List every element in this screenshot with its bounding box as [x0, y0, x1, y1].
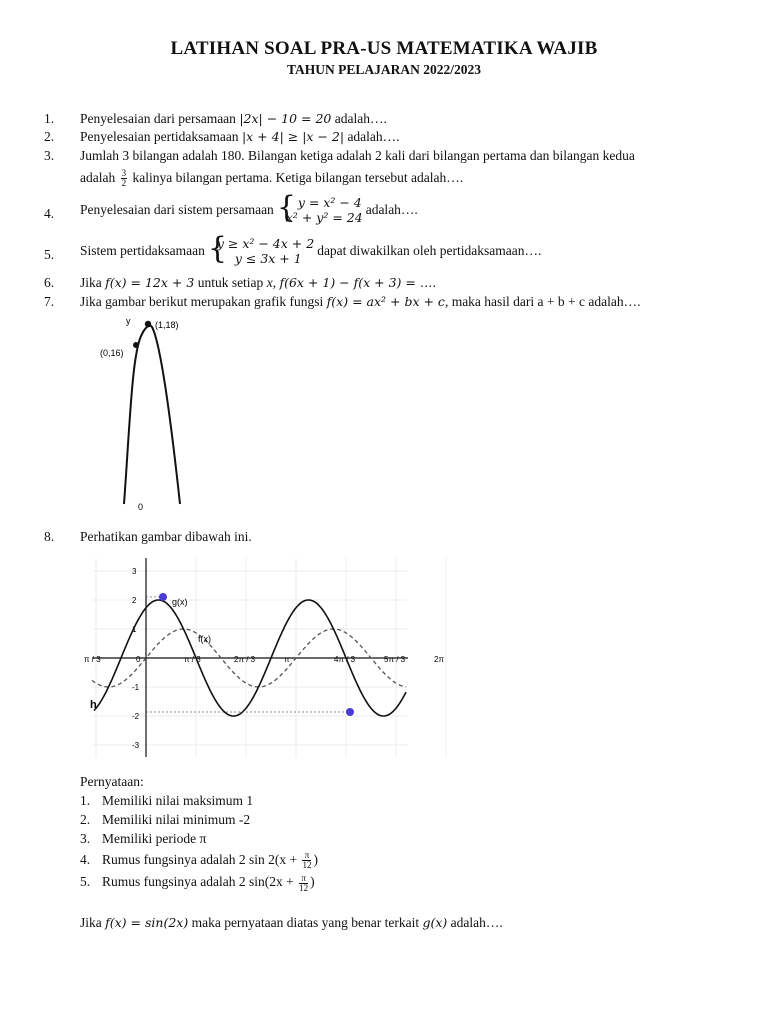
fraction: $\frac{3}{2}$: [121, 168, 127, 189]
y-tick-label: -2: [132, 712, 140, 721]
statements-heading: Pernyataan:: [80, 774, 144, 789]
document-title: LATIHAN SOAL PRA-US MATEMATIKA WAJIB: [170, 38, 598, 59]
question-text: adalah….: [331, 111, 387, 126]
vertex-point: [145, 321, 151, 327]
g-label: g(x): [172, 597, 188, 607]
statement-text: Memiliki nilai maksimum 1: [102, 793, 254, 808]
statement-text: Rumus fungsinya adalah 2 sin 2(x +: [102, 852, 301, 867]
min-point: [346, 708, 354, 716]
question-text: Penyelesaian pertidaksamaan: [80, 129, 242, 144]
question-text: , maka hasil dari a + b + c adalah….: [444, 294, 641, 309]
question-text: adalah….: [447, 915, 503, 930]
h-label: h: [90, 699, 97, 711]
question-5-body: [80, 231, 542, 266]
max-point: [159, 593, 167, 601]
fraction: $\frac{\pi}{12}$: [299, 872, 309, 893]
math-expression: f(6x + 1) − f(x + 3) = ….: [279, 275, 437, 290]
x-tick-labels: [84, 655, 444, 664]
x-tick-label: 0: [136, 655, 141, 664]
question-text: Jika: [80, 275, 106, 290]
statement-text-end: ): [310, 874, 315, 890]
y-tick-label: 1: [132, 625, 137, 634]
question-text: Sistem pertidaksamaan: [80, 243, 205, 258]
question-text: ,: [272, 275, 280, 290]
variable: x: [266, 275, 273, 290]
question-text: adalah: [80, 170, 119, 185]
x-tick-label: 4π / 3: [334, 655, 356, 664]
equation: x² + y² = 24: [285, 210, 363, 225]
question-text: adalah….: [344, 129, 400, 144]
question-text: Penyelesaian dari persamaan: [80, 111, 240, 126]
question-text: Penyelesaian dari sistem persamaan: [80, 202, 274, 217]
y-tick-label: 2: [132, 596, 137, 605]
question-number: 5.: [44, 247, 55, 262]
point-label-intercept: (0,16): [100, 348, 124, 358]
x-tick-label: π / 3: [184, 655, 201, 664]
inequality: y ≥ x² − 4x + 2: [216, 236, 315, 251]
statement-item: [80, 829, 318, 848]
statement-number: 4.: [80, 852, 91, 867]
x-tick-label: π: [284, 655, 290, 664]
f-label: f(x): [198, 634, 211, 644]
intercept-point: [133, 342, 139, 348]
question-text: kalinya bilangan pertama. Ketiga bilangan tersebut adalah….: [129, 170, 464, 185]
statement-text: Rumus fungsinya adalah 2 sin(2x +: [102, 874, 298, 890]
question-text: adalah….: [365, 202, 418, 217]
y-axis-label: y: [126, 316, 131, 326]
math-expression: |x + 4| ≥ |x − 2|: [241, 129, 345, 144]
x-tick-label: 2π: [434, 655, 444, 664]
parabola-curve: [124, 326, 180, 504]
math-expression: f(x) = ax² + bx + c: [326, 294, 445, 309]
inequality-system: { y ≥ x² − 4x + 2 y ≤ 3x + 1: [207, 231, 315, 266]
question-4-body: [80, 190, 418, 225]
fraction: $\frac{\pi}{12}$: [302, 850, 312, 871]
sine-graph: [84, 552, 444, 760]
question-number: 4.: [44, 206, 55, 221]
statement-text: Memiliki nilai minimum -2: [102, 812, 251, 827]
question-number: 3.: [44, 148, 55, 163]
question-number: 8.: [44, 529, 55, 544]
origin-label: 0: [138, 502, 144, 512]
math-expression: f(x) = 12x + 3: [105, 275, 195, 290]
document-subtitle: TAHUN PELAJARAN 2022/2023: [286, 62, 481, 77]
question-number: 1.: [44, 111, 55, 126]
equation: y = x² − 4: [297, 195, 362, 210]
question-text: Jumlah 3 bilangan adalah 180. Bilangan ketiga adalah 2 kali dari bilangan pertama dan bilangan kedua: [80, 148, 635, 163]
y-tick-label: -1: [132, 683, 140, 692]
statement-number: 3.: [80, 831, 91, 846]
statement-number: 5.: [80, 874, 91, 890]
question-text: untuk setiap: [194, 275, 267, 290]
math-expression: |2x| − 10 = 20: [239, 111, 332, 126]
question-text: Jika gambar berikut merupakan grafik fungsi: [80, 294, 327, 309]
x-tick-label: 2π / 3: [234, 655, 256, 664]
question-text: dapat diwakilkan oleh pertidaksamaan….: [317, 243, 542, 258]
x-tick-label: π / 3: [84, 655, 101, 664]
statement-item: [80, 810, 318, 829]
y-tick-label: -3: [132, 741, 140, 750]
inequality: y ≤ 3x + 1: [234, 251, 302, 266]
equation-system: { y = x² − 4 x² + y² = 24: [276, 190, 363, 225]
point-label-vertex: (1,18): [155, 320, 179, 330]
x-tick-label: 5π / 3: [384, 655, 406, 664]
question-text: Perhatikan gambar dibawah ini.: [80, 529, 252, 544]
statement-number: 1.: [80, 793, 91, 808]
parabola-graph: [80, 312, 220, 522]
statement-number: 2.: [80, 812, 91, 827]
statement-text: Memiliki periode π: [102, 831, 207, 846]
question-text: maka pernyataan diatas yang benar terkait: [188, 915, 423, 930]
question-text: Jika: [80, 915, 106, 930]
statement-item: [80, 872, 318, 892]
y-tick-label: 3: [132, 567, 137, 576]
statement-item: [80, 791, 318, 810]
statement-text-end: ): [313, 852, 318, 867]
math-expression: f(x) = sin(2x): [105, 915, 189, 930]
question-number: 7.: [44, 294, 55, 309]
statements-list: [80, 772, 318, 893]
question-number: 2.: [44, 129, 55, 144]
question-number: 6.: [44, 275, 55, 290]
math-expression: g(x): [422, 915, 448, 930]
statement-item: [80, 850, 318, 870]
